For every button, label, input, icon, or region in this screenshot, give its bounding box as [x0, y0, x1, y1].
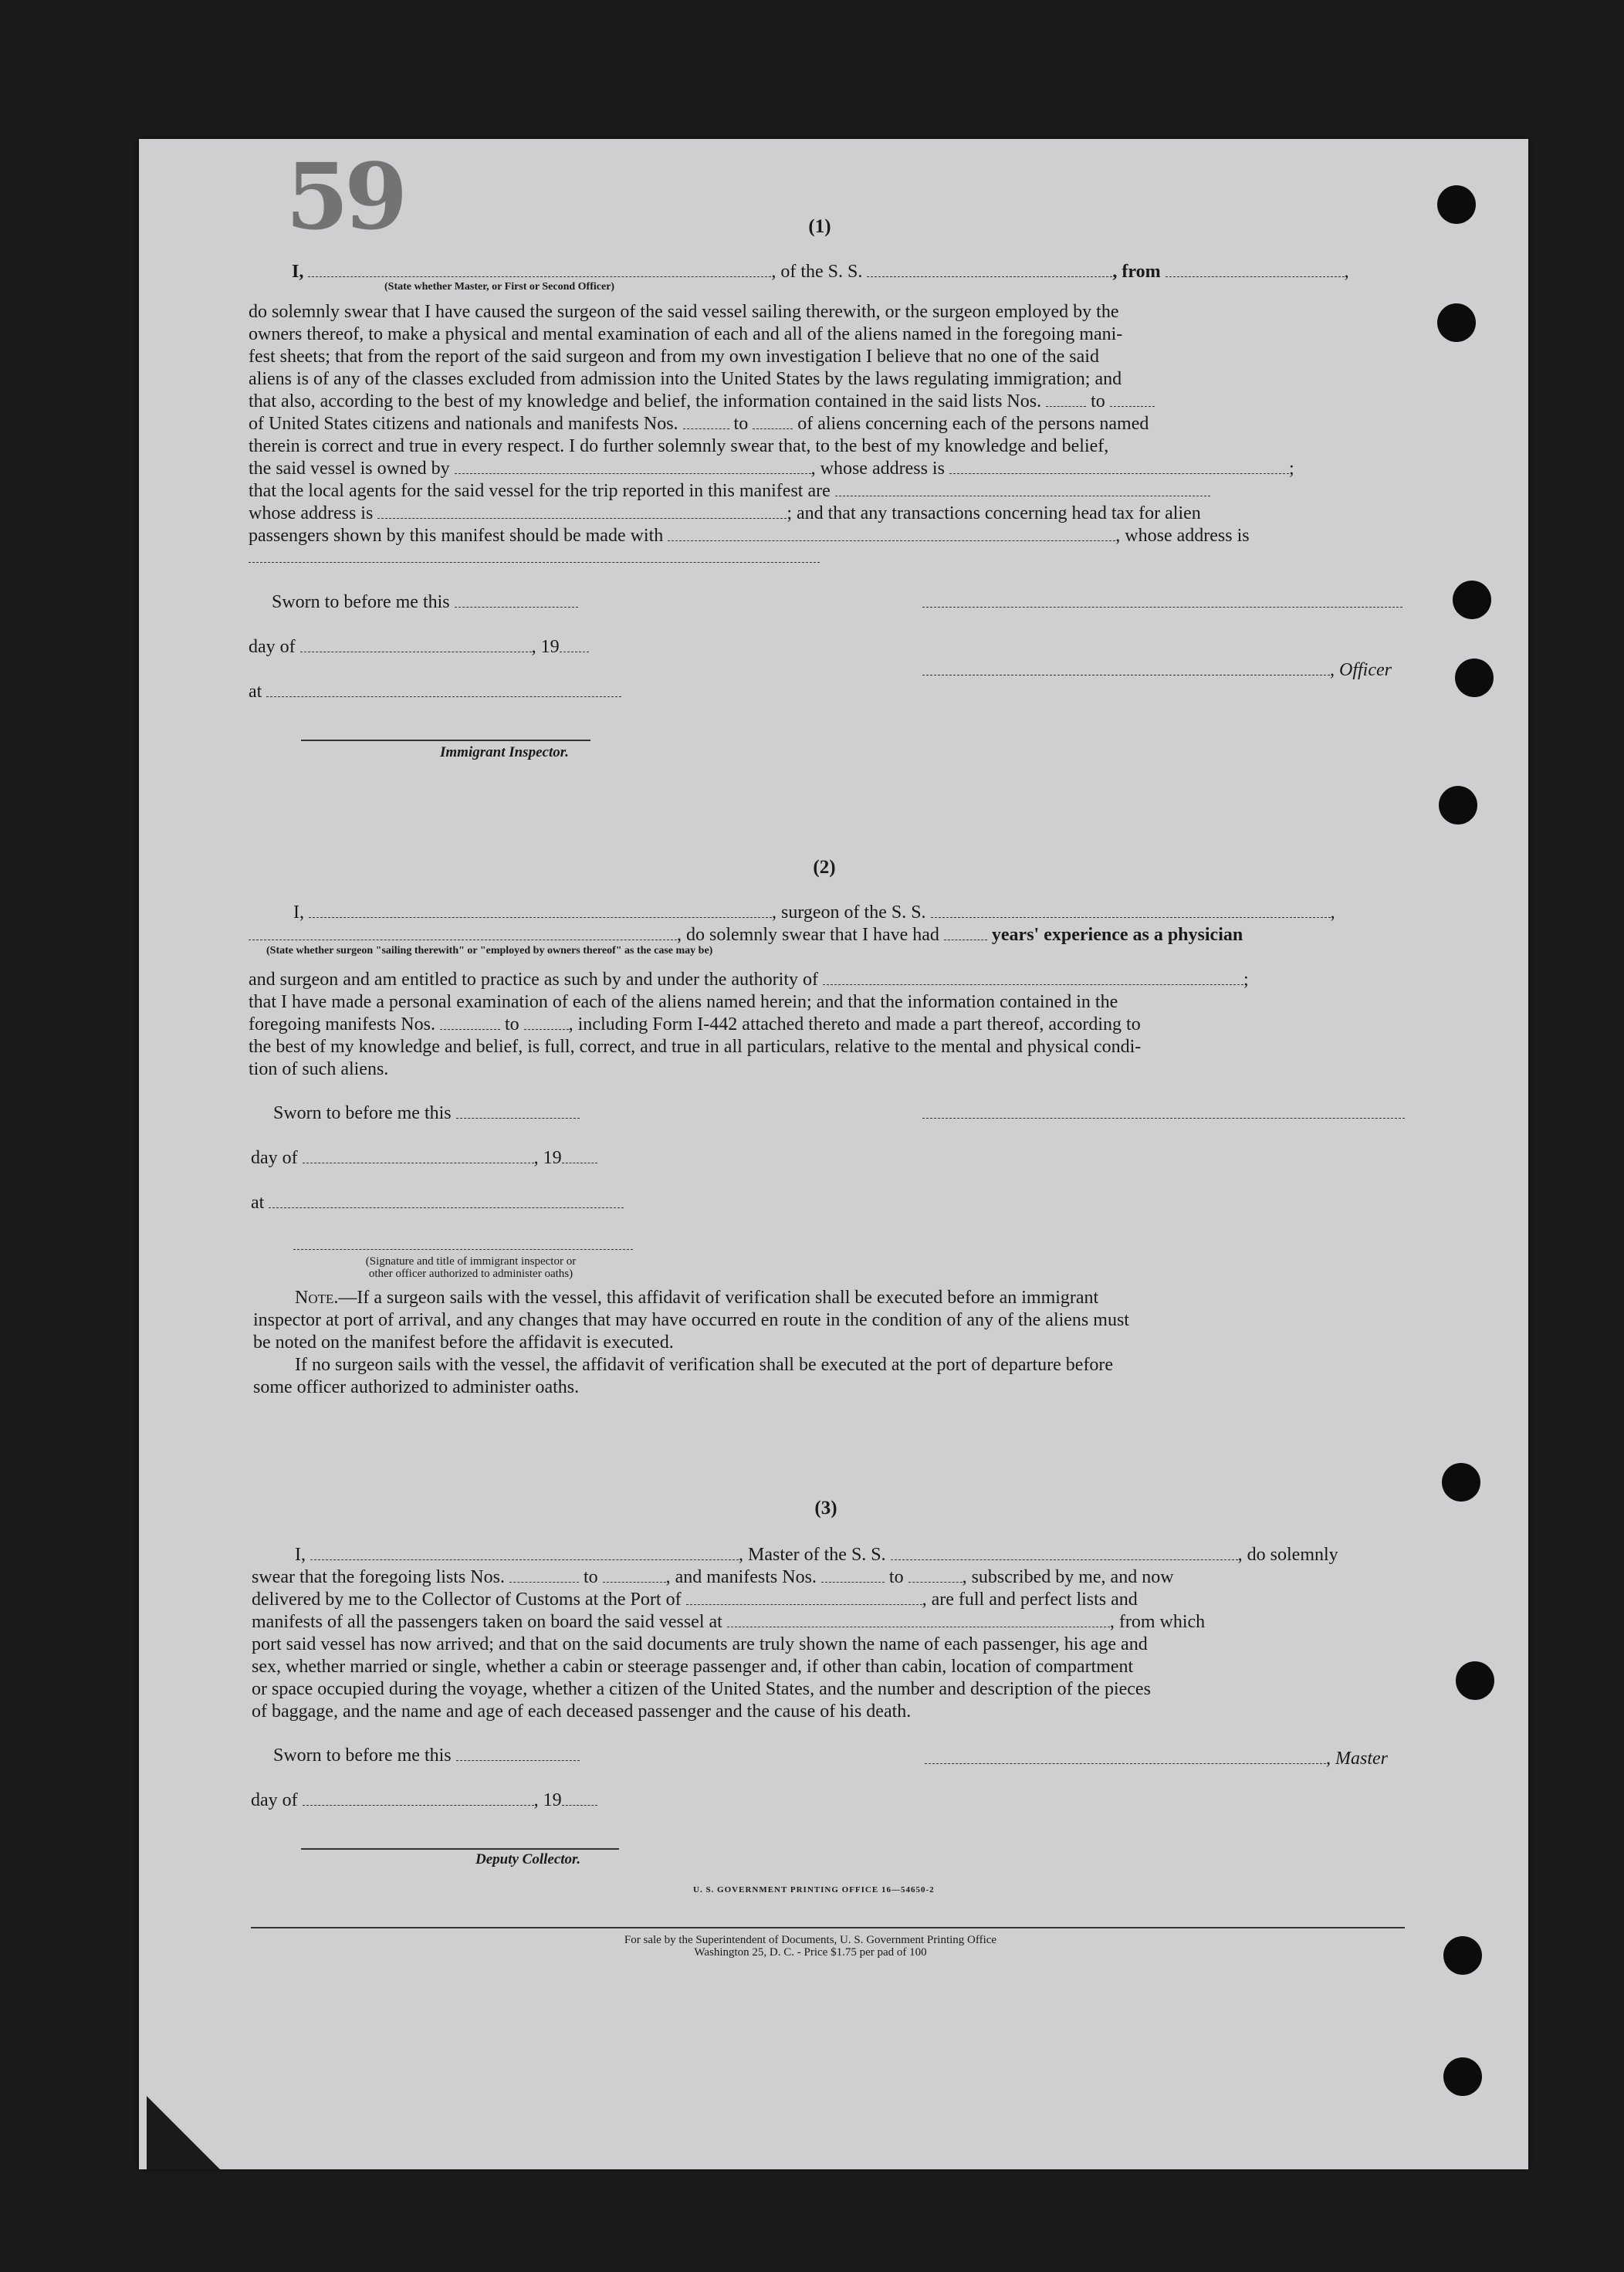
- section-number: (1): [808, 216, 831, 237]
- at-label: at: [249, 681, 621, 703]
- oath-text: of United States citizens and nationals and manifests Nos. to of aliens concerning each of the persons named: [249, 414, 1149, 434]
- note-text: some officer authorized to administer oaths.: [253, 1377, 580, 1397]
- oath-line: , do solemnly swear that I have had years' experience as a physician: [249, 924, 1243, 946]
- collector-caption: Deputy Collector.: [475, 1851, 581, 1867]
- at-label: at: [251, 1192, 624, 1214]
- section-number: (3): [814, 1498, 837, 1519]
- sworn-label: Sworn to before me this: [272, 591, 578, 613]
- oath-text: do solemnly swear that I have caused the surgeon of the said vessel sailing therewith, or the surgeon employed by the: [249, 302, 1119, 322]
- folded-corner: [147, 2096, 220, 2169]
- punch-hole: [1442, 1463, 1480, 1502]
- oath-text: foregoing manifests Nos. to , including Form I-442 attached thereto and made a part thereof, according to: [249, 1014, 1141, 1034]
- section-number: (2): [813, 857, 836, 878]
- oath-text: passengers shown by this manifest should be made with , whose address is: [249, 526, 1250, 546]
- oath-text: and surgeon and am entitled to practice as such by and under the authority of ;: [249, 970, 1249, 990]
- collector-signature-line: [301, 1848, 619, 1850]
- signature-line: [922, 607, 1402, 608]
- oath-line: I, , surgeon of the S. S. ,: [293, 902, 1335, 923]
- note-text: If no surgeon sails with the vessel, the affidavit of verification shall be executed at the port of departure before: [295, 1355, 1114, 1375]
- oath-text: the said vessel is owned by , whose address is ;: [249, 459, 1294, 479]
- punch-hole: [1443, 2057, 1482, 2096]
- day-of-label: day of , 19: [249, 636, 589, 658]
- gpo-imprint: U. S. GOVERNMENT PRINTING OFFICE 16—54650-2: [693, 1885, 935, 1894]
- sworn-label: Sworn to before me this: [273, 1102, 580, 1124]
- inspector-signature-line: [301, 740, 590, 741]
- surgeon-note: (State whether surgeon "sailing therewith" or "employed by owners thereof" as the case may be): [266, 945, 713, 957]
- oath-text: delivered by me to the Collector of Customs at the Port of , are full and perfect lists and: [252, 1590, 1138, 1610]
- punch-hole: [1443, 1936, 1482, 1975]
- oath-text: of baggage, and the name and age of each deceased passenger and the cause of his death.: [252, 1701, 912, 1722]
- oath-text: therein is correct and true in every respect. I do further solemnly swear that, to the best of my knowledge and belief,: [249, 436, 1109, 456]
- oath-text: fest sheets; that from the report of the said surgeon and from my own investigation I believe that no one of the said: [249, 347, 1099, 367]
- sale-notice: For sale by the Superintendent of Documents, U. S. Government Printing Office Washington 25, D. C. - Price $1.75 per pad of 100: [624, 1934, 997, 1959]
- oath-text: that the local agents for the said vessel for the trip reported in this manifest are: [249, 480, 1210, 502]
- punch-hole: [1439, 786, 1477, 824]
- oath-text: the best of my knowledge and belief, is full, correct, and true in all particulars, relative to the mental and physical condi-: [249, 1037, 1142, 1057]
- note-text: inspector at port of arrival, and any changes that may have occurred en route in the condition of any of the aliens must: [253, 1310, 1129, 1330]
- punch-hole: [1437, 185, 1476, 224]
- day-of-label: day of , 19: [251, 1789, 597, 1811]
- sworn-label: Sworn to before me this: [273, 1745, 580, 1766]
- punch-hole: [1455, 659, 1494, 697]
- oath-line: I, , of the S. S. , from ,: [292, 262, 1349, 282]
- oath-text: owners thereof, to make a physical and mental examination of each and all of the aliens named in the foregoing mani-: [249, 324, 1123, 344]
- oath-text: that also, according to the best of my knowledge and belief, the information contained in the said lists Nos. to: [249, 391, 1155, 412]
- signature-line: [922, 1118, 1405, 1119]
- day-of-label: day of , 19: [251, 1147, 597, 1169]
- inspector-caption: Immigrant Inspector.: [440, 744, 569, 760]
- punch-hole: [1437, 303, 1476, 342]
- punch-hole: [1456, 1661, 1494, 1700]
- officer-note: (State whether Master, or First or Second Officer): [384, 281, 615, 293]
- oath-line: I, , Master of the S. S. , do solemnly: [295, 1545, 1338, 1565]
- note-text: Note.—If a surgeon sails with the vessel, this affidavit of verification shall be executed before an immigrant: [295, 1288, 1099, 1308]
- oath-text: aliens is of any of the classes excluded from admission into the United States by the laws regulating immigration; and: [249, 369, 1122, 389]
- oath-text: that I have made a personal examination of each of the aliens named herein; and that the information contained in the: [249, 992, 1118, 1012]
- signature-line: [293, 1249, 633, 1250]
- footer-rule: [251, 1927, 1405, 1928]
- oath-text: sex, whether married or single, whether a cabin or steerage passenger and, if other than cabin, location of compartment: [252, 1657, 1134, 1677]
- oath-text: manifests of all the passengers taken on board the said vessel at , from which: [252, 1612, 1206, 1632]
- oath-text: tion of such aliens.: [249, 1059, 389, 1079]
- blank-line: [249, 562, 820, 563]
- oath-text: swear that the foregoing lists Nos. to , and manifests Nos. to , subscribed by me, and now: [252, 1567, 1174, 1587]
- signature-caption: (Signature and title of immigrant inspector or other officer authorized to administer oaths): [365, 1255, 577, 1280]
- punch-hole: [1453, 581, 1491, 619]
- oath-text: whose address is ; and that any transactions concerning head tax for alien: [249, 503, 1201, 523]
- oath-text: port said vessel has now arrived; and that on the said documents are truly shown the name of each passenger, his age and: [252, 1634, 1148, 1654]
- stamp-number: 59: [286, 143, 404, 250]
- officer-signature: , Officer: [922, 659, 1392, 681]
- master-signature: , Master: [925, 1748, 1388, 1769]
- note-text: be noted on the manifest before the affidavit is executed.: [253, 1332, 674, 1353]
- oath-text: or space occupied during the voyage, whether a citizen of the United States, and the number and description of the pieces: [252, 1679, 1151, 1699]
